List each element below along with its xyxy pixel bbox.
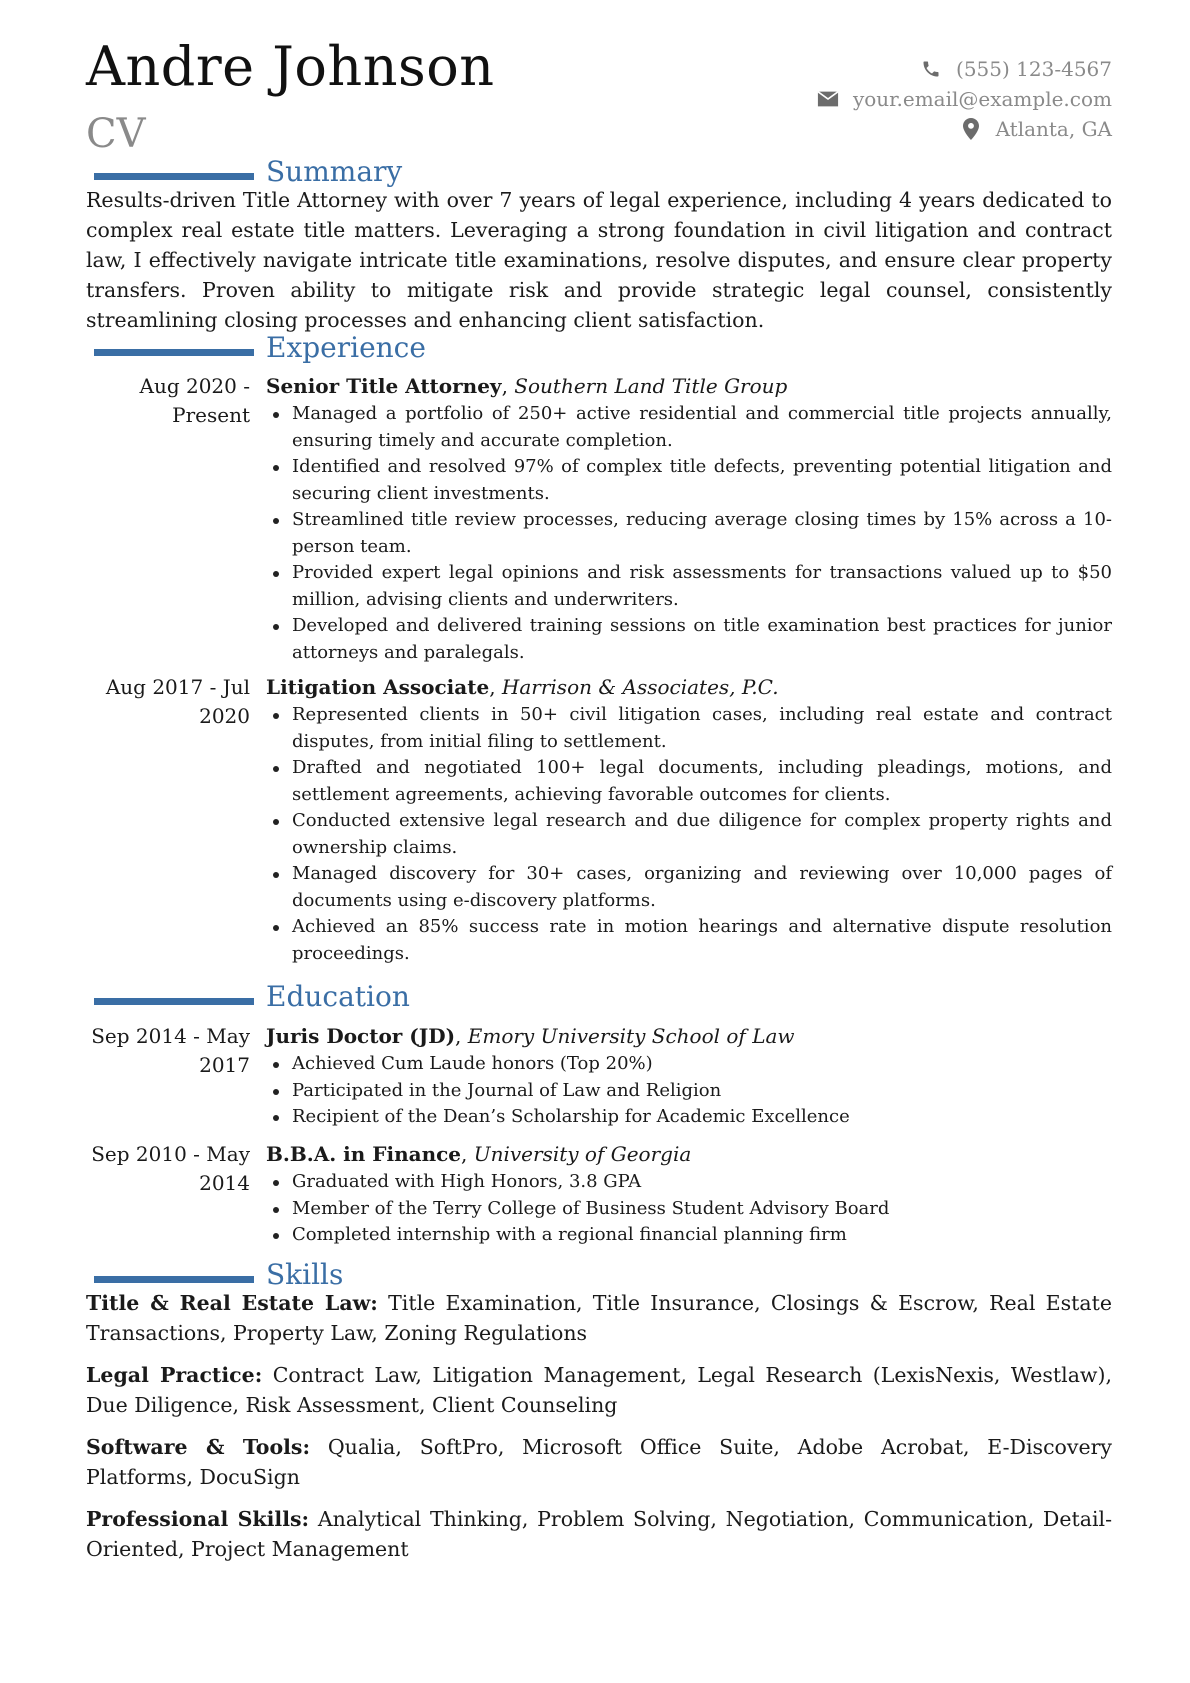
email-text[interactable]: your.email@example.com	[852, 87, 1112, 111]
entry-date-start: Sep 2014 - May	[91, 1024, 250, 1048]
list-item: Completed internship with a regional financial planning firm	[266, 1222, 1112, 1249]
bullet-list	[266, 702, 1112, 967]
skill-group-text: Analytical Thinking, Problem Solving, Negotiation, Communication, Detail-Oriented, Project Management	[86, 1507, 1112, 1561]
section-accent-bar	[94, 173, 254, 180]
bullet-list	[266, 1051, 1112, 1131]
list-item: Member of the Terry College of Business Student Advisory Board	[266, 1196, 1112, 1223]
skill-group	[86, 1432, 1112, 1492]
summary-text: Results-driven Title Attorney with over 7 years of legal experience, including 4 years dedicated to complex real estate title matters. Leveraging a strong foundation in civil litigation and contract law, I effectively navigate intricate title examinations, resolve disputes, and ensure clear property transfers. Proven ability to mitigate risk and provide strategic legal counsel, consistently streamlining closing processes and enhancing client satisfaction.	[86, 188, 1112, 332]
section-accent-bar	[94, 349, 254, 356]
location-text: Atlanta, GA	[995, 117, 1112, 141]
section-title: Education	[266, 980, 410, 1013]
list-item: Participated in the Journal of Law and Religion	[266, 1078, 1112, 1105]
entry-date-start: Sep 2010 - May	[91, 1142, 250, 1166]
list-item: Managed discovery for 30+ cases, organizing and reviewing over 10,000 pages of documents using e-discovery platforms.	[266, 861, 1112, 914]
skill-group-label: Legal Practice:	[86, 1363, 263, 1387]
entry-heading: Litigation Associate, Harrison & Associates, P.C.	[266, 675, 779, 699]
list-item: Identified and resolved 97% of complex title defects, preventing potential litigation and securing client investments.	[266, 454, 1112, 507]
entry-date	[86, 1022, 250, 1080]
candidate-name: Andre Johnson	[86, 35, 495, 98]
contact-info	[712, 54, 1112, 144]
section-title: Summary	[266, 155, 403, 188]
section-title: Experience	[266, 331, 426, 364]
list-item: Graduated with High Honors, 3.8 GPA	[266, 1169, 1112, 1196]
entry-date-start: Aug 2020 -	[139, 374, 250, 398]
entry-date	[86, 673, 250, 731]
phone-icon	[920, 58, 942, 80]
list-item: Recipient of the Dean’s Scholarship for Academic Excellence	[266, 1104, 1112, 1131]
envelope-icon	[817, 88, 839, 110]
skill-group	[86, 1504, 1112, 1564]
list-item: Represented clients in 50+ civil litigation cases, including real estate and contract disputes, from initial filing to settlement.	[266, 702, 1112, 755]
institution: Emory University School of Law	[467, 1024, 795, 1048]
skill-group	[86, 1288, 1112, 1348]
list-item: Conducted extensive legal research and due diligence for complex property rights and ownership claims.	[266, 808, 1112, 861]
skill-group-text: Contract Law, Litigation Management, Legal Research (LexisNexis, Westlaw), Due Diligence, Risk Assessment, Client Counseling	[86, 1363, 1112, 1417]
map-pin-icon	[960, 118, 982, 140]
list-item: Provided expert legal opinions and risk assessments for transactions valued up to $50 million, advising clients and underwriters.	[266, 560, 1112, 613]
list-item: Achieved an 85% success rate in motion hearings and alternative dispute resolution proceedings.	[266, 914, 1112, 967]
organization: Harrison & Associates, P.C.	[501, 675, 779, 699]
entry-heading: Juris Doctor (JD), Emory University School of Law	[266, 1024, 795, 1048]
entry-date-start: Aug 2017 - Jul	[105, 675, 250, 699]
section-heading-experience	[94, 331, 426, 365]
skill-group-text: Qualia, SoftPro, Microsoft Office Suite, Adobe Acrobat, E-Discovery Platforms, DocuSign	[86, 1435, 1112, 1489]
organization: Southern Land Title Group	[514, 374, 788, 398]
bullet-list	[266, 1169, 1112, 1249]
list-item: Drafted and negotiated 100+ legal documents, including pleadings, motions, and settlement agreements, achieving favorable outcomes for clients.	[266, 755, 1112, 808]
entry-date-end: 2017	[199, 1053, 250, 1077]
list-item: Streamlined title review processes, reducing average closing times by 15% across a 10-person team.	[266, 507, 1112, 560]
job-title: Senior Title Attorney	[266, 374, 502, 398]
skill-group-label: Title & Real Estate Law:	[86, 1291, 378, 1315]
entry-date-end: 2020	[199, 704, 250, 728]
phone-text: (555) 123-4567	[956, 57, 1112, 81]
document-subtitle: CV	[86, 111, 146, 157]
entry-heading: Senior Title Attorney, Southern Land Title Group	[266, 374, 788, 398]
institution: University of Georgia	[473, 1142, 692, 1166]
entry-date-end: 2014	[199, 1171, 250, 1195]
contact-phone	[712, 54, 1112, 84]
section-heading-summary	[94, 155, 402, 189]
skill-group-label: Software & Tools:	[86, 1435, 311, 1459]
skill-group	[86, 1360, 1112, 1420]
list-item: Developed and delivered training sessions on title examination best practices for junior attorneys and paralegals.	[266, 613, 1112, 666]
entry-body	[266, 1022, 1112, 1131]
entry-date-end: Present	[172, 403, 250, 427]
section-accent-bar	[94, 1276, 254, 1283]
bullet-list	[266, 401, 1112, 666]
entry-date	[86, 1140, 250, 1198]
entry-heading: B.B.A. in Finance, University of Georgia	[266, 1142, 692, 1166]
skill-group-text: Title Examination, Title Insurance, Closings & Escrow, Real Estate Transactions, Property Law, Zoning Regulations	[86, 1291, 1113, 1345]
entry-body	[266, 372, 1112, 666]
contact-email	[712, 84, 1112, 114]
entry-date	[86, 372, 250, 430]
list-item: Managed a portfolio of 250+ active residential and commercial title projects annually, ensuring timely and accurate completion.	[266, 401, 1112, 454]
entry-body	[266, 673, 1112, 967]
section-heading-education	[94, 980, 410, 1014]
contact-location	[712, 114, 1112, 144]
degree: Juris Doctor (JD)	[266, 1024, 456, 1048]
section-title: Skills	[266, 1258, 344, 1291]
skill-group-label: Professional Skills:	[86, 1507, 310, 1531]
entry-body	[266, 1140, 1112, 1249]
degree: B.B.A. in Finance	[266, 1142, 462, 1166]
list-item: Achieved Cum Laude honors (Top 20%)	[266, 1051, 1112, 1078]
section-accent-bar	[94, 998, 254, 1005]
job-title: Litigation Associate	[266, 675, 490, 699]
section-heading-skills	[94, 1258, 343, 1292]
